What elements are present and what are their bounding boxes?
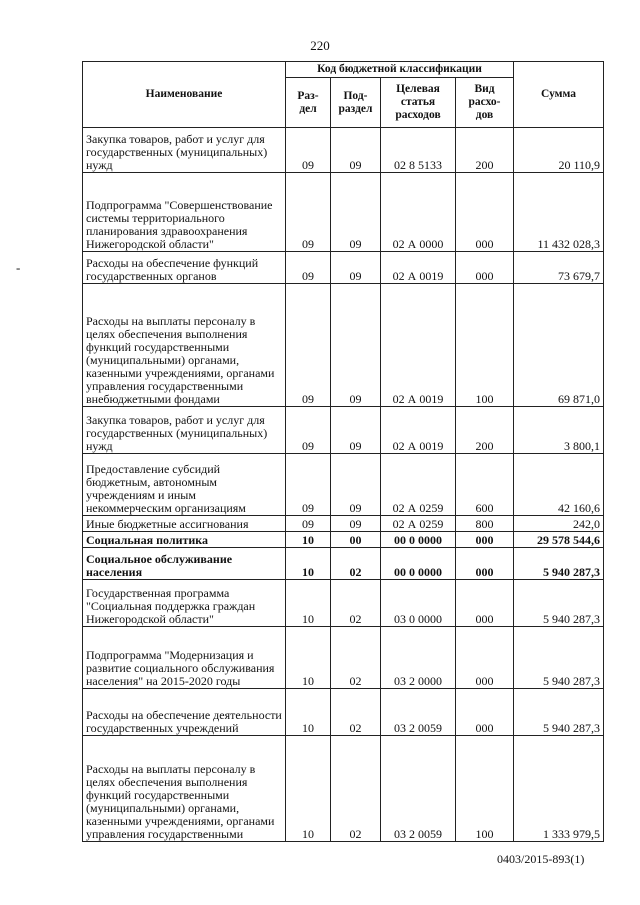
row-name: Расходы на обеспечение деятельности государственных учреждений [83,689,286,736]
row-sum: 69 871,0 [514,284,604,407]
row-razdel: 09 [286,407,331,454]
row-vid: 000 [456,689,514,736]
row-name: Закупка товаров, работ и услуг для государственных (муниципальных) нужд [83,128,286,173]
table-row [83,689,604,736]
row-target: 03 0 0000 [381,580,456,627]
table-body [83,128,604,842]
row-sum: 29 578 544,6 [514,532,604,548]
table-row [83,532,604,548]
row-vid: 000 [456,173,514,252]
document-code: 0403/2015-893(1) [497,852,585,866]
row-podrazdel: 02 [331,736,381,842]
header-vid: Вид расхо- дов [456,78,514,128]
row-razdel: 09 [286,173,331,252]
row-sum: 20 110,9 [514,128,604,173]
table-row [83,736,604,842]
row-target: 02 А 0000 [381,173,456,252]
row-podrazdel: 02 [331,548,381,580]
table-row [83,252,604,284]
row-target: 02 А 0259 [381,454,456,516]
row-razdel: 09 [286,252,331,284]
row-sum: 5 940 287,3 [514,689,604,736]
row-vid: 100 [456,284,514,407]
row-podrazdel: 09 [331,407,381,454]
row-vid: 200 [456,128,514,173]
row-name: Социальное обслуживание населения [83,548,286,580]
row-razdel: 10 [286,689,331,736]
table-row [83,173,604,252]
row-razdel: 10 [286,627,331,689]
row-name: Государственная программа "Социальная поддержка граждан Нижегородской области" [83,580,286,627]
row-podrazdel: 02 [331,580,381,627]
row-vid: 000 [456,627,514,689]
table-row [83,128,604,173]
table-row [83,284,604,407]
row-sum: 3 800,1 [514,407,604,454]
row-sum: 73 679,7 [514,252,604,284]
row-name: Закупка товаров, работ и услуг для государственных (муниципальных) нужд [83,407,286,454]
row-sum: 5 940 287,3 [514,580,604,627]
row-podrazdel: 09 [331,252,381,284]
row-sum: 242,0 [514,516,604,532]
row-sum: 1 333 979,5 [514,736,604,842]
row-sum: 42 160,6 [514,454,604,516]
row-razdel: 09 [286,454,331,516]
row-name: Социальная политика [83,532,286,548]
page-number: 220 [310,38,330,53]
table-row [83,580,604,627]
row-razdel: 09 [286,516,331,532]
row-razdel: 10 [286,580,331,627]
row-name: Расходы на выплаты персоналу в целях обеспечения выполнения функций государственными (муниципальными) органами, казенными учреждениями, органами управления государственными внебюджетными фондами [83,284,286,407]
row-name: Предоставление субсидий бюджетным, автономным учреждениям и иным некоммерческим организациям [83,454,286,516]
table-row [83,627,604,689]
header-name: Наименование [83,62,286,128]
row-name: Расходы на выплаты персоналу в целях обеспечения выполнения функций государственными (муниципальными) органами, казенными учреждениями, органами управления государственными [83,736,286,842]
row-target: 00 0 0000 [381,532,456,548]
row-target: 02 А 0019 [381,407,456,454]
table-row [83,516,604,532]
row-sum: 5 940 287,3 [514,627,604,689]
row-name: Расходы на обеспечение функций государственных органов [83,252,286,284]
row-name: Подпрограмма "Совершенствование системы территориального планирования здравоохранения Нижегородской области" [83,173,286,252]
row-vid: 600 [456,454,514,516]
row-target: 02 А 0259 [381,516,456,532]
row-vid: 000 [456,580,514,627]
row-vid: 000 [456,252,514,284]
row-vid: 800 [456,516,514,532]
row-vid: 000 [456,548,514,580]
row-razdel: 09 [286,128,331,173]
row-target: 02 А 0019 [381,252,456,284]
table-row [83,548,604,580]
row-razdel: 10 [286,736,331,842]
row-vid: 000 [456,532,514,548]
row-podrazdel: 09 [331,284,381,407]
row-podrazdel: 09 [331,454,381,516]
row-target: 03 2 0059 [381,689,456,736]
row-target: 00 0 0000 [381,548,456,580]
row-target: 03 2 0059 [381,736,456,842]
row-target: 02 А 0019 [381,284,456,407]
row-razdel: 09 [286,284,331,407]
row-sum: 11 432 028,3 [514,173,604,252]
row-podrazdel: 02 [331,689,381,736]
row-podrazdel: 09 [331,128,381,173]
header-razdel: Раз- дел [286,78,331,128]
budget-table [82,61,604,842]
table-row [83,454,604,516]
row-name: Иные бюджетные ассигнования [83,516,286,532]
header-target: Целевая статья расходов [381,78,456,128]
header-podrazdel: Под- раздел [331,78,381,128]
row-podrazdel: 09 [331,516,381,532]
header-classification: Код бюджетной классификации [286,62,514,78]
row-razdel: 10 [286,532,331,548]
row-razdel: 10 [286,548,331,580]
row-target: 03 2 0000 [381,627,456,689]
row-podrazdel: 00 [331,532,381,548]
row-target: 02 8 5133 [381,128,456,173]
margin-mark: - [16,260,21,275]
row-podrazdel: 09 [331,173,381,252]
row-sum: 5 940 287,3 [514,548,604,580]
row-vid: 200 [456,407,514,454]
table-row [83,407,604,454]
row-vid: 100 [456,736,514,842]
row-podrazdel: 02 [331,627,381,689]
header-sum: Сумма [514,62,604,128]
row-name: Подпрограмма "Модернизация и развитие социального обслуживания населения" на 2015-2020 годы [83,627,286,689]
